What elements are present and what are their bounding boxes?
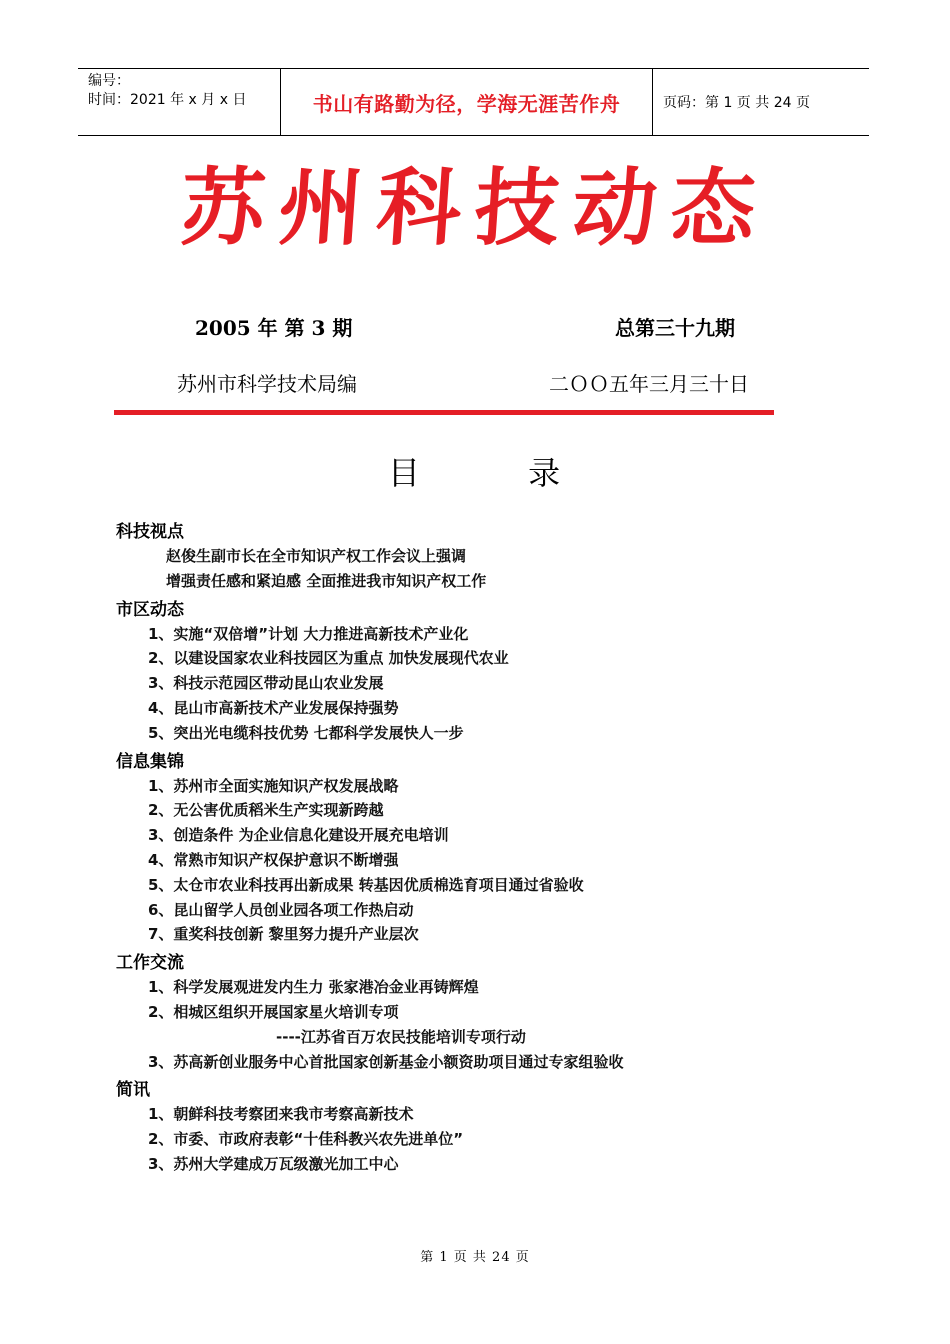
toc-item[interactable]: 1、实施“双倍增”计划 大力推进高新技术产业化	[148, 624, 469, 643]
issue-date: 二ＯＯ五年三月三十日	[549, 372, 749, 396]
issue-row	[195, 312, 755, 341]
toc-item[interactable]: 3、创造条件 为企业信息化建设开展充电培训	[148, 826, 449, 845]
section-title: 简讯	[116, 1080, 150, 1101]
toc-item[interactable]: 2、市委、市政府表彰“十佳科教兴农先进单位”	[148, 1130, 464, 1149]
total-issue: 总第三十九期	[615, 316, 735, 340]
toc-item[interactable]: 6、昆山留学人员创业园各项工作热启动	[148, 900, 414, 919]
page-footer: 第 1 页 共 24 页	[420, 1250, 530, 1265]
time-label: 时间：2021 年 x 月 x 日	[88, 92, 247, 108]
header-table	[78, 68, 869, 136]
section-title: 工作交流	[116, 953, 184, 974]
section-title: 市区动态	[116, 599, 184, 620]
toc-item[interactable]: 5、太仓市农业科技再出新成果 转基因优质棉选育项目通过省验收	[148, 875, 584, 894]
toc-item[interactable]: 5、突出光电缆科技优势 七都科学发展快人一步	[148, 723, 464, 742]
red-divider	[114, 410, 774, 415]
section-title: 信息集锦	[116, 751, 184, 772]
editor: 苏州市科学技术局编	[177, 372, 357, 396]
year-issue: 2005 年 第 3 期	[195, 316, 353, 340]
editor-row	[177, 368, 777, 397]
section-title: 科技视点	[116, 522, 184, 542]
toc-title	[0, 448, 950, 494]
toc-item[interactable]: 赵俊生副市长在全市知识产权工作会议上强调	[166, 547, 467, 565]
toc-item[interactable]: 1、朝鲜科技考察团来我市考察高新技术	[148, 1105, 414, 1124]
header-meta	[78, 69, 280, 135]
toc-item[interactable]: 3、苏州大学建成万瓦级激光加工中心	[148, 1154, 399, 1173]
toc-item[interactable]: 4、昆山市高新技术产业发展保持强势	[148, 698, 399, 717]
toc-title-a: 目	[387, 454, 422, 492]
toc-item[interactable]: 7、重奖科技创新 黎里努力提升产业层次	[148, 925, 419, 944]
toc-item[interactable]: 2、以建设国家农业科技园区为重点 加快发展现代农业	[148, 649, 509, 668]
header-page-info: 页码：第 1 页 共 24 页	[663, 95, 810, 111]
toc-item[interactable]: 4、常熟市知识产权保护意识不断增强	[148, 850, 399, 869]
toc-item[interactable]: ----江苏省百万农民技能培训专项行动	[276, 1027, 526, 1046]
toc-title-b: 录	[528, 454, 563, 492]
toc-item[interactable]: 2、无公害优质稻米生产实现新跨越	[148, 801, 384, 820]
toc-item[interactable]: 2、相城区组织开展国家星火培训专项	[148, 1002, 399, 1021]
table-of-contents	[116, 518, 876, 1177]
toc-item[interactable]: 1、苏州市全面实施知识产权发展战略	[148, 776, 399, 795]
toc-item[interactable]: 3、苏高新创业服务中心首批国家创新基金小额资助项目通过专家组验收	[148, 1052, 624, 1071]
toc-item[interactable]: 1、科学发展观进发内生力 张家港冶金业再铸辉煌	[148, 978, 479, 997]
toc-item[interactable]: 增强责任感和紧迫感 全面推进我市知识产权工作	[166, 571, 487, 590]
header-motto: 书山有路勤为径，学海无涯苦作舟	[280, 69, 653, 135]
toc-item[interactable]: 3、科技示范园区带动昆山农业发展	[148, 674, 384, 693]
masthead-title: 苏州科技动态	[177, 158, 773, 257]
number-label: 编号：	[88, 73, 130, 89]
